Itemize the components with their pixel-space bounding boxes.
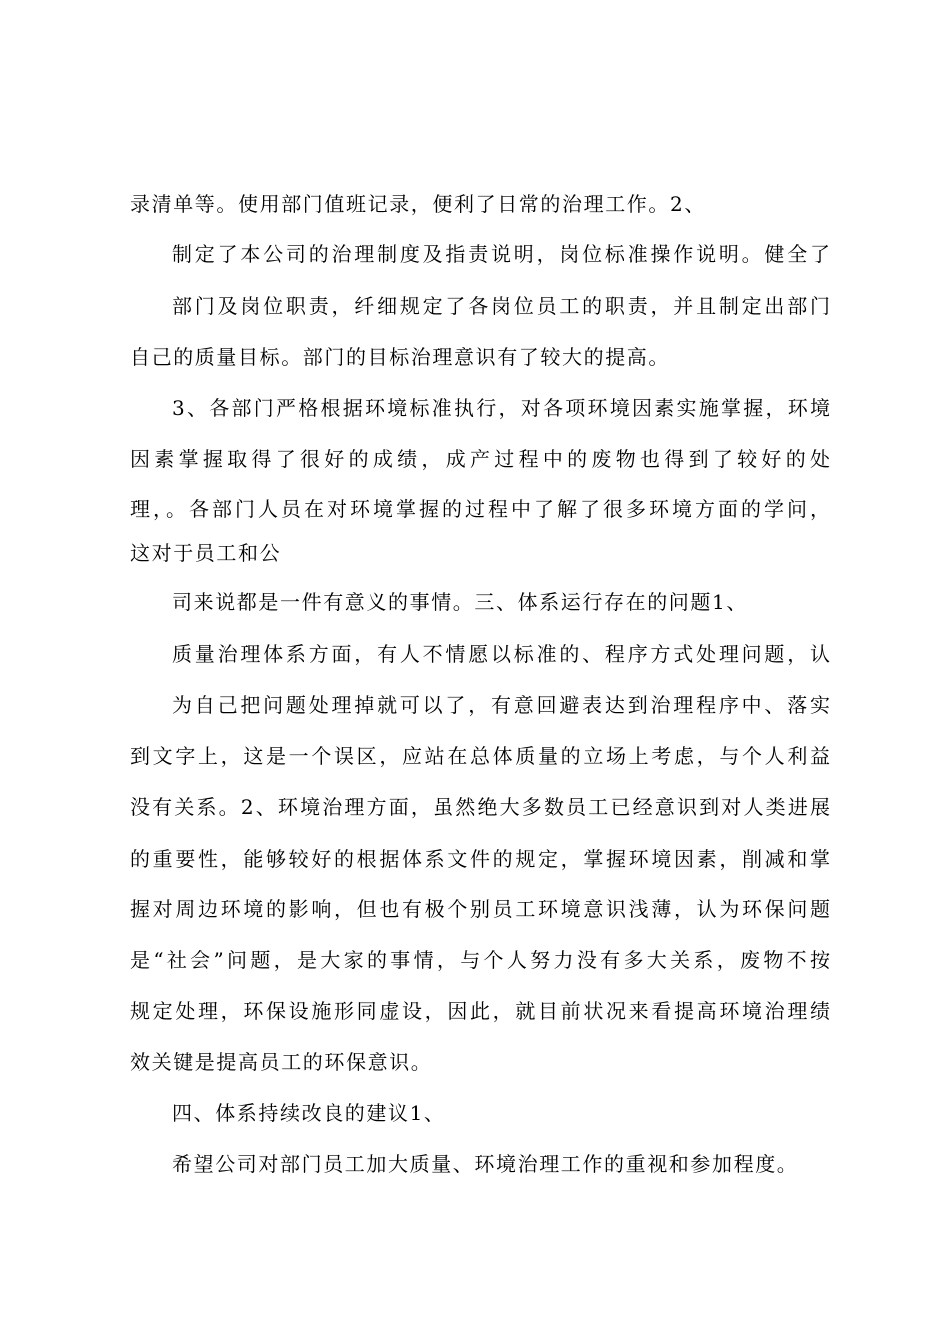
text-line: 没有关系。2、环境治理方面，虽然绝大多数员工已经意识到对人类进展 (130, 795, 830, 819)
text-line: 司来说都是一件有意义的事情。三、体系运行存在的问题1、 (172, 590, 748, 614)
text-line: 部门及岗位职责，纤细规定了各岗位员工的职责，并且制定出部门 (172, 294, 830, 318)
text-line: 四、体系持续改良的建议1、 (172, 1101, 446, 1125)
text-line: 因素掌握取得了很好的成绩，成产过程中的废物也得到了较好的处 (130, 447, 830, 471)
text-line: 录清单等。使用部门值班记录，便利了日常的治理工作。2、 (130, 192, 706, 216)
text-line: 到文字上，这是一个误区，应站在总体质量的立场上考虑，与个人利益 (130, 744, 830, 768)
text-line: 制定了本公司的治理制度及指责说明，岗位标准操作说明。健全了 (172, 242, 830, 266)
text-line: 规定处理，环保设施形同虚设，因此，就目前状况来看提高环境治理绩 (130, 999, 830, 1023)
text-line: 这对于员工和公 (130, 541, 282, 565)
text-line: 希望公司对部门员工加大质量、环境治理工作的重视和参加程度。 (172, 1152, 799, 1176)
text-line: 为自己把问题处理掉就可以了，有意回避表达到治理程序中、落实 (172, 693, 830, 717)
text-line: 质量治理体系方面，有人不情愿以标准的、程序方式处理问题，认 (172, 642, 830, 666)
text-line: 自己的质量目标。部门的目标治理意识有了较大的提高。 (130, 345, 670, 369)
text-line: 是“社会”问题，是大家的事情，与个人努力没有多大关系，废物不按 (130, 948, 830, 972)
text-line: 效关键是提高员工的环保意识。 (130, 1050, 433, 1074)
text-line: 理，。各部门人员在对环境掌握的过程中了解了很多环境方面的学问， (130, 497, 830, 521)
text-line: 握对周边环境的影响，但也有极个别员工环境意识浅薄，认为环保问题 (130, 897, 830, 921)
text-line: 3、各部门严格根据环境标准执行，对各项环境因素实施掌握，环境 (172, 396, 830, 420)
text-line: 的重要性，能够较好的根据体系文件的规定，掌握环境因素，削减和掌 (130, 847, 830, 871)
